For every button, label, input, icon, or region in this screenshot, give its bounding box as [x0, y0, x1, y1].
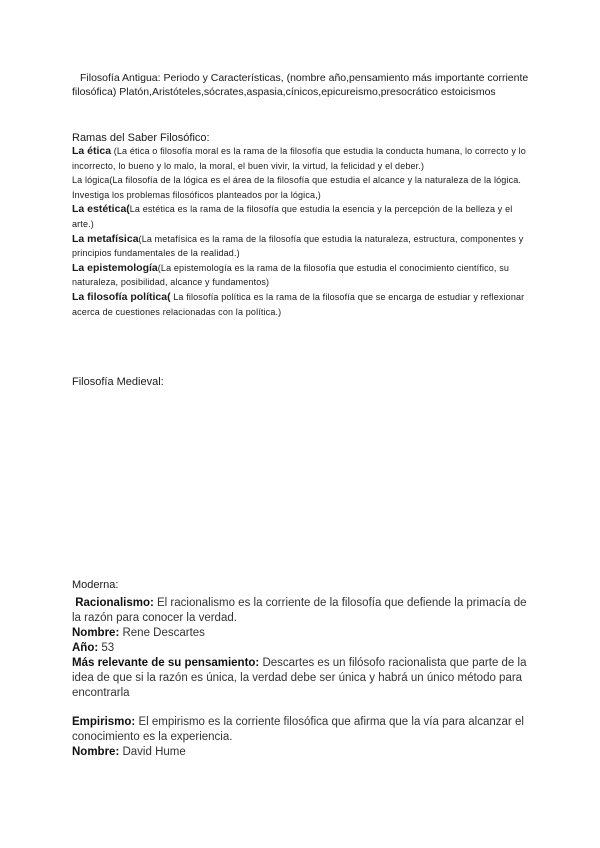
rama-desc: (La epistemología es la rama de la filosofía que estudia el conocimiento científico, su naturaleza, posibilidad, alcance y fundamentos)	[72, 262, 510, 288]
rama-estetica	[72, 202, 534, 231]
rama-desc: La lógica(La filosofía de la lógica es el área de la filosofía que estudia el alcance y la naturaleza de la lógica. Investiga los problemas filosóficos planteados por la lógica,)	[72, 175, 522, 200]
intro-text: Filosofía Antigua: Periodo y Características, (nombre año,pensamiento más importante corriente filosófica) Platón,Aristóteles,sócrates,aspasia,cínicos,epicureismo,presocrático estoicismos	[72, 72, 529, 98]
rama-logica	[72, 173, 534, 202]
relevante-text: Descartes es un filósofo racionalista que parte de la idea de que si la razón es única, la verdad debe ser única y habrá un único método para encontrarla	[72, 657, 527, 699]
racionalismo-label: Racionalismo:	[75, 597, 154, 609]
anio-label: Año:	[72, 642, 99, 654]
racionalismo-nombre	[72, 626, 534, 641]
racionalismo-anio	[72, 641, 534, 656]
empirismo-paragraph	[72, 715, 534, 745]
rama-metafisica	[72, 232, 534, 261]
rama-desc: (La metafísica es la rama de la filosofía que estudia la naturaleza, estructura, componentes y principios fundamentales de la realidad.)	[72, 233, 524, 259]
racionalismo-text: El racionalismo es la corriente de la filosofía que defiende la primacía de la razón para conocer la verdad.	[72, 597, 527, 624]
ramas-list	[72, 144, 534, 319]
intro-paragraph	[72, 71, 532, 99]
nombre-value: David Hume	[119, 746, 186, 758]
racionalismo-paragraph	[72, 596, 534, 626]
rama-etica	[72, 144, 534, 173]
moderna-content	[72, 596, 534, 760]
rama-term: La epistemología	[72, 261, 158, 274]
nombre-label: Nombre:	[72, 627, 120, 639]
paragraph-gap	[72, 701, 534, 715]
rama-term: La ética	[72, 145, 112, 157]
empirismo-text: El empirismo es la corriente filosófica que afirma que la vía para alcanzar el conocimiento es la experiencia.	[72, 716, 524, 743]
nombre-value: Rene Descartes	[119, 627, 205, 639]
moderna-title: Moderna:	[72, 579, 119, 591]
medieval-title: Filosofía Medieval:	[72, 376, 164, 388]
relevante-label: Más relevante de su pensamiento:	[72, 657, 260, 669]
rama-term: La estética(	[72, 203, 130, 216]
empirismo-nombre	[72, 745, 534, 760]
rama-term: La filosofía política(	[72, 290, 171, 303]
ramas-title: Ramas del Saber Filosófico:	[72, 132, 210, 144]
rama-desc: La estética es la rama de la filosofía que estudia la esencia y la percepción de la belleza y el arte.)	[72, 204, 513, 229]
rama-term: La metafísica	[72, 232, 139, 245]
anio-value: 53	[98, 642, 115, 654]
rama-filosofia-politica	[72, 290, 534, 319]
empirismo-label: Empirismo:	[72, 716, 136, 728]
racionalismo-relevante	[72, 656, 534, 701]
rama-epistemologia	[72, 261, 534, 290]
rama-desc: (La ética o filosofía moral es la rama de la filosofía que estudia la conducta humana, lo correcto y lo incorrecto, lo bueno y lo malo, la moral, el buen vivir, la virtud, la felicidad y el deber.)	[72, 146, 526, 171]
nombre-label: Nombre:	[72, 746, 120, 758]
rama-desc: La filosofía política es la rama de la filosofía que se encarga de estudiar y reflexionar acerca de cuestiones relacionadas con la política.)	[72, 291, 525, 317]
